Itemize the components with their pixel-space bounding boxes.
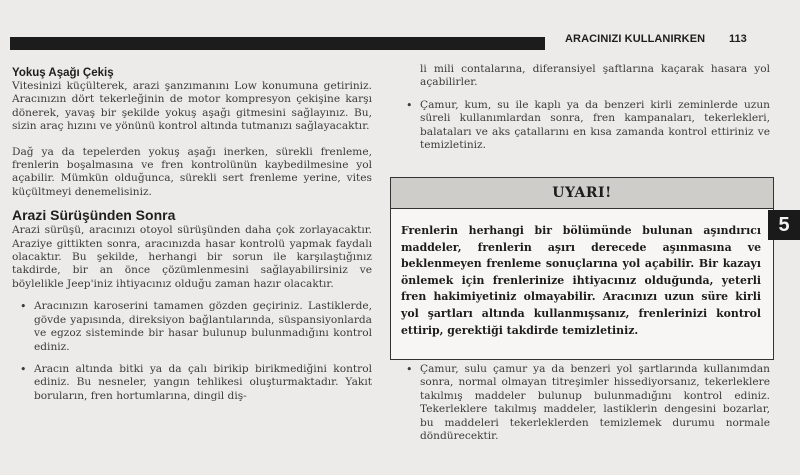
section-tab: 5 xyxy=(768,210,800,240)
continuation-text: li mili contalarına, diferansiyel şaftlarına kaçarak hasara yol açabilirler. xyxy=(420,63,770,89)
warning-box xyxy=(390,177,774,360)
page-number: 113 xyxy=(729,33,747,45)
warning-title: UYARI! xyxy=(391,178,773,209)
paragraph-downhill: Vitesinizi küçülterek, arazi şanzımanını Low konumuna getiriniz. Aracınızın dört tekerleğinin de motor kompresyon çekişine karşı dönerek, yavaş bir şekilde yokuş aşağı gitmesini sağlayınız. Bu, sizin araç hızını ve yönünü kontrol altında tutmanızı sağlayacaktır. xyxy=(12,80,372,133)
left-column xyxy=(12,66,372,403)
paragraph-after-offroad: Arazi sürüşü, aracınızı otoyol sürüşünden daha çok zorlayacaktır. Araziye gittikten sonra, aracınızda hasar kontrolü yapmak faydalı olacaktır. Bu şekilde, herhangi bir sorun ile karşılaştığınız takdirde, bir an önce çözümlenmesini sağlayabilirsiniz ve böylelikle Jeep'iniz ihtiyacınız olduğu zaman hazır olacaktır. xyxy=(12,224,372,290)
heading-after-offroad: Arazi Sürüşünden Sonra xyxy=(12,207,176,224)
list-item-text: Çamur, sulu çamur ya da benzeri yol şartlarında kullanımdan sonra, normal olmayan titreşimler hissediyorsanız, tekerleklere takılmış maddeler bulunup bulunmadığını kontrol ediniz. Tekerleklere takılmış maddeler, lastiklerin dengesini bozarlar, bu maddeleri tekerleklerden temizlemek durumu normale döndürecektir. xyxy=(420,363,770,443)
bullet-icon: • xyxy=(406,98,413,112)
list-item-text: Aracın altında bitki ya da çalı birikip birikmediğini kontrol ediniz. Bu nesneler, yangın tehlikesi oluşturmaktadır. Yakıt boruların, fren hortumlarına, dingil diş- xyxy=(34,362,372,402)
heading-downhill: Yokuş Aşağı Çekiş xyxy=(12,67,114,79)
list-item-text: Çamur, kum, su ile kaplı ya da benzeri kirli zeminlerde uzun süreli kullanımlardan sonra, fren kampanaları, tekerlekleri, balataları ve aks çatallarını en kısa zamanda kontrol ettiriniz ve temizletiniz. xyxy=(420,98,770,152)
list-item-debris-check xyxy=(12,363,372,403)
list-item-brake-check xyxy=(398,99,770,153)
chapter-title: ARACINIZI KULLANIRKEN xyxy=(565,33,706,45)
bullet-icon: • xyxy=(406,363,413,376)
list-item-text: Aracınızın karoserini tamamen gözden geçiriniz. Lastiklerde, gövde yapısında, direksiyon bağlantılarında, süspansiyonlarda ve egzoz sisteminde bir hasar bulunup bulunmadığını kontrol ediniz. xyxy=(34,300,372,353)
right-column xyxy=(398,63,770,152)
bullet-icon: • xyxy=(20,300,27,314)
right-column-bottom xyxy=(398,363,770,443)
header-bar xyxy=(10,37,545,50)
bullet-icon: • xyxy=(20,362,27,376)
warning-text: Frenlerin herhangi bir bölümünde bulunan aşındırıcı maddeler, frenlerin aşırı derecede aşınmasına ve beklenmeyen frenleme sonuçlarına yol açabilir. Bir kazayı önlemek için frenlerinize ihtiyacınız olduğunda, yeterli fren hakimiyetiniz olmayabilir. Aracınızı uzun süre kirli yol şartları altında kullanmışsanız, frenlerinizi kontrol ettirip, gerektiği takdirde temizletiniz. xyxy=(401,224,761,337)
list-item-vibration-check xyxy=(398,363,770,443)
list-item-body-check xyxy=(12,300,372,354)
paragraph-braking: Dağ ya da tepelerden yokuş aşağı inerken, sürekli frenleme, frenlerin boşalmasına ve fren kontrolünün kaybedilmesine yol açabilir. Mümkün olduğunca, sürekli sert frenleme yerine, vites küçültmeyi denemelisiniz. xyxy=(12,145,372,198)
